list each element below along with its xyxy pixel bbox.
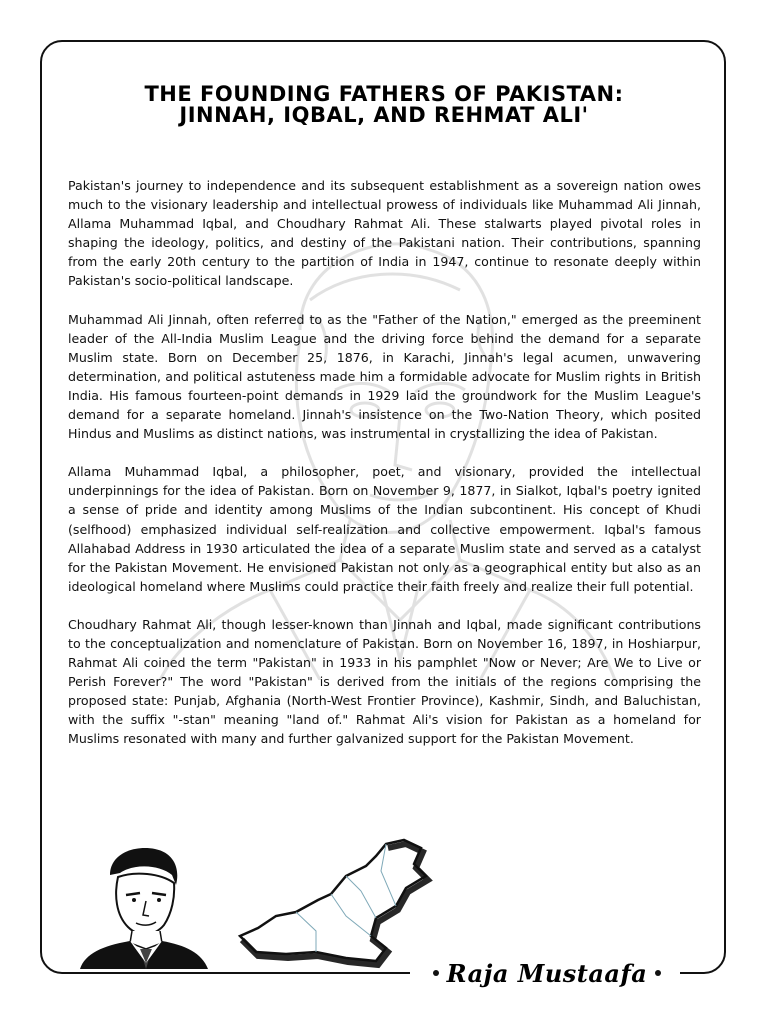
page-title — [70, 84, 698, 126]
paragraph-jinnah: Muhammad Ali Jinnah, often referred to as the "Father of the Nation," emerged as the preeminent leader of the All-India Muslim League and the driving force behind the demand for a separate Muslim state. Born on December 25, 1876, in Karachi, Jinnah's legal acumen, unwavering determination, and political astuteness made him a formidable advocate for Muslim rights in British India. His famous fourteen-point demands in 1929 laid the groundwork for the Muslim League's demand for a separate homeland. Jinnah's insistence on the Two-Nation Theory, which posited Hindus and Muslims as distinct nations, was instrumental in crystallizing the idea of Pakistan. — [68, 311, 701, 442]
signature-left-dot — [433, 970, 439, 976]
article-body — [68, 176, 701, 768]
paragraph-intro: Pakistan's journey to independence and its subsequent establishment as a sovereign nation owes much to the visionary leadership and intellectual prowess of individuals like Muhammad Ali Jinnah, Allama Muhammad Iqbal, and Choudhary Rahmat Ali. These stalwarts played pivotal roles in shaping the ideology, politics, and destiny of the Pakistani nation. Their contributions, spanning from the early 20th century to the partition of India in 1947, continue to resonate deeply within Pakistan's socio-political landscape. — [68, 178, 701, 289]
paragraph-rahmat-ali: Choudhary Rahmat Ali, though lesser-known than Jinnah and Iqbal, made significant contributions to the conceptualization and nomenclature of Pakistan. Born on November 16, 1897, in Hoshiarpur, Rahmat Ali coined the term "Pakistan" in 1933 in his pamphlet "Now or Never; Are We to Live or Perish Forever?" The word "Pakistan" is derived from the initials of the regions comprising the proposed state: Punjab, Afghania (North-West Frontier Province), Kashmir, Sindh, and Baluchistan, with the suffix "-stan" meaning "land of." Rahmat Ali's vision for Pakistan as a homeland for Muslims resonated with many and further galvanized support for the Pakistan Movement. — [68, 616, 701, 747]
jinnah-portrait-illustration — [80, 845, 208, 969]
pakistan-map-illustration — [236, 836, 436, 971]
title-line-2: JINNAH, IQBAL, AND REHMAT ALI' — [179, 103, 589, 127]
title-line-1: THE FOUNDING FATHERS OF PAKISTAN: — [144, 82, 624, 106]
author-signature: Raja Mustaafa — [446, 958, 648, 988]
signature-right-dot — [655, 970, 661, 976]
paragraph-iqbal: Allama Muhammad Iqbal, a philosopher, poet, and visionary, provided the intellectual underpinnings for the idea of Pakistan. Born on November 9, 1877, in Sialkot, Iqbal's poetry ignited a sense of pride and identity among Muslims of the Indian subcontinent. His concept of Khudi (selfhood) emphasized individual self-realization and collective empowerment. Iqbal's famous Allahabad Address in 1930 articulated the idea of a separate Muslim state and served as a catalyst for the Pakistan Movement. He envisioned Pakistan not only as a geographical entity but also as an ideological homeland where Muslims could practice their faith freely and realize their full potential. — [68, 464, 701, 594]
author-signature-block — [412, 953, 682, 993]
